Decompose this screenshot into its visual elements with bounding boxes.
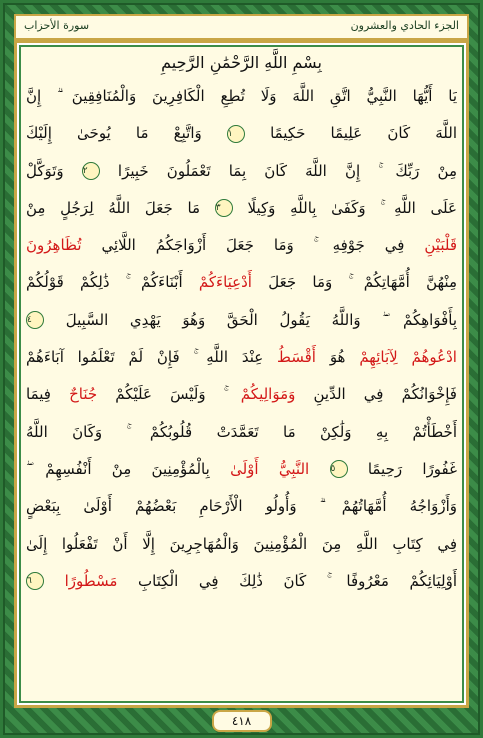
verse-text: بِأَفْوَاهِكُمْ ۖ وَاللَّهُ يَقُولُ الْحَقَّ وَهُوَ يَهْدِي السَّبِيلَ [65,310,457,329]
verse-text: هُوَ [329,348,346,367]
highlighted-word: النَّبِيُّ أَوْلَىٰ [230,459,310,478]
verse-text: عِنْدَ اللَّهِ ۚ فَإِنْ لَمْ تَعْلَمُوا آبَاءَهُمْ [26,348,264,367]
verse-text: عَلَى اللَّهِ ۚ وَكَفَىٰ بِاللَّهِ وَكِيلًا [247,198,457,217]
verse-text: أَخْطَأْتُمْ بِهِ وَلَٰكِنْ مَا تَعَمَّدَتْ قُلُوبُكُمْ ۚ وَكَانَ اللَّهُ [26,422,457,441]
juz-label: الجزء الحادي والعشرون [350,19,459,32]
verse-text: أَوْلِيَائِكُمْ مَعْرُوفًا ۚ كَانَ ذَٰلِكَ فِي الْكِتَابِ [138,571,457,590]
verse-text: بِالْمُؤْمِنِينَ مِنْ أَنْفُسِهِمْ ۖ [26,459,210,478]
verse-line [26,190,457,227]
verse-line [26,264,457,301]
verse-text: مِنْهُنَّ أُمَّهَاتِكُمْ ۚ وَمَا جَعَلَ [268,273,457,292]
verse-line [26,78,457,115]
highlighted-word: أَدْعِيَاءَكُمْ [198,273,252,292]
quran-text [26,48,457,698]
verse-text: يَا أَيُّهَا النَّبِيُّ اتَّقِ اللَّهَ وَلَا تُطِعِ الْكَافِرِينَ وَالْمُنَافِقِينَ ۗ إِنَّ [26,87,457,105]
verse-text: اللَّهَ كَانَ عَلِيمًا حَكِيمًا [270,124,457,143]
surah-label: سورة الأحزاب [24,19,90,32]
verse-line [26,339,457,376]
verse-lines [26,78,457,600]
verse-text: غَفُورًا رَحِيمًا [367,459,457,478]
highlighted-word: تُظَاهِرُونَ [26,236,82,255]
verse-text: مِنْ رَبِّكَ ۚ إِنَّ اللَّهَ كَانَ بِمَا تَعْمَلُونَ خَبِيرًا [117,161,457,180]
verse-line [26,302,457,339]
page-number: ٤١٨ [212,710,272,732]
highlighted-word: مَسْطُورًا [64,571,118,590]
highlighted-word: جُنَاحٌ [69,385,98,404]
ayah-number-marker: ٥ [330,460,348,478]
verse-line [26,376,457,413]
verse-text: وَاتَّبِعْ مَا يُوحَىٰ إِلَيْكَ [26,124,202,143]
verse-line [26,153,457,190]
ayah-number-marker: ٢ [82,162,100,180]
verse-line [26,414,457,451]
ayah-number-marker: ٣ [215,199,233,217]
verse-line [26,227,457,264]
verse-text: فِي كِتَابِ اللَّهِ مِنَ الْمُؤْمِنِينَ وَالْمُهَاجِرِينَ إِلَّا أَنْ تَفْعَلُوا إِلَىٰ [26,534,457,553]
basmala: بِسْمِ اللَّهِ الرَّحْمَٰنِ الرَّحِيمِ [161,53,322,72]
verse-line [26,563,457,600]
highlighted-word: قَلْبَيْنِ [424,236,457,255]
ayah-number-marker: ١ [227,125,245,143]
verse-line [26,526,457,563]
verse-text: فَإِخْوَانُكُمْ فِي الدِّينِ [313,385,457,404]
verse-text: مَا جَعَلَ اللَّهُ لِرَجُلٍ مِنْ [26,198,201,217]
page-header [14,14,469,40]
verse-text: فِيمَا [26,385,51,404]
verse-line [26,488,457,525]
highlighted-word: وَمَوَالِيكُمْ [240,385,296,404]
verse-text: فِي جَوْفِهِ ۚ وَمَا جَعَلَ أَزْوَاجَكُمُ اللَّائِي [101,236,405,255]
verse-line [26,451,457,488]
highlighted-word: أَقْسَطُ [277,348,316,367]
verse-line [26,115,457,152]
verse-text: وَتَوَكَّلْ [26,161,64,180]
verse-text: أَبْنَاءَكُمْ ۚ ذَٰلِكُمْ قَوْلُكُمْ [26,273,183,292]
highlighted-word: ادْعُوهُمْ لِآبَائِهِمْ [359,348,457,367]
verse-text: وَأَزْوَاجُهُ أُمَّهَاتُهُمْ ۗ وَأُولُو الْأَرْحَامِ بَعْضُهُمْ أَوْلَىٰ بِبَعْضٍ [26,497,457,516]
verse-text: ۚ وَلَيْسَ عَلَيْكُمْ [115,385,224,404]
ayah-number-marker: ٤ [26,311,44,329]
ayah-number-marker: ٦ [26,572,44,590]
